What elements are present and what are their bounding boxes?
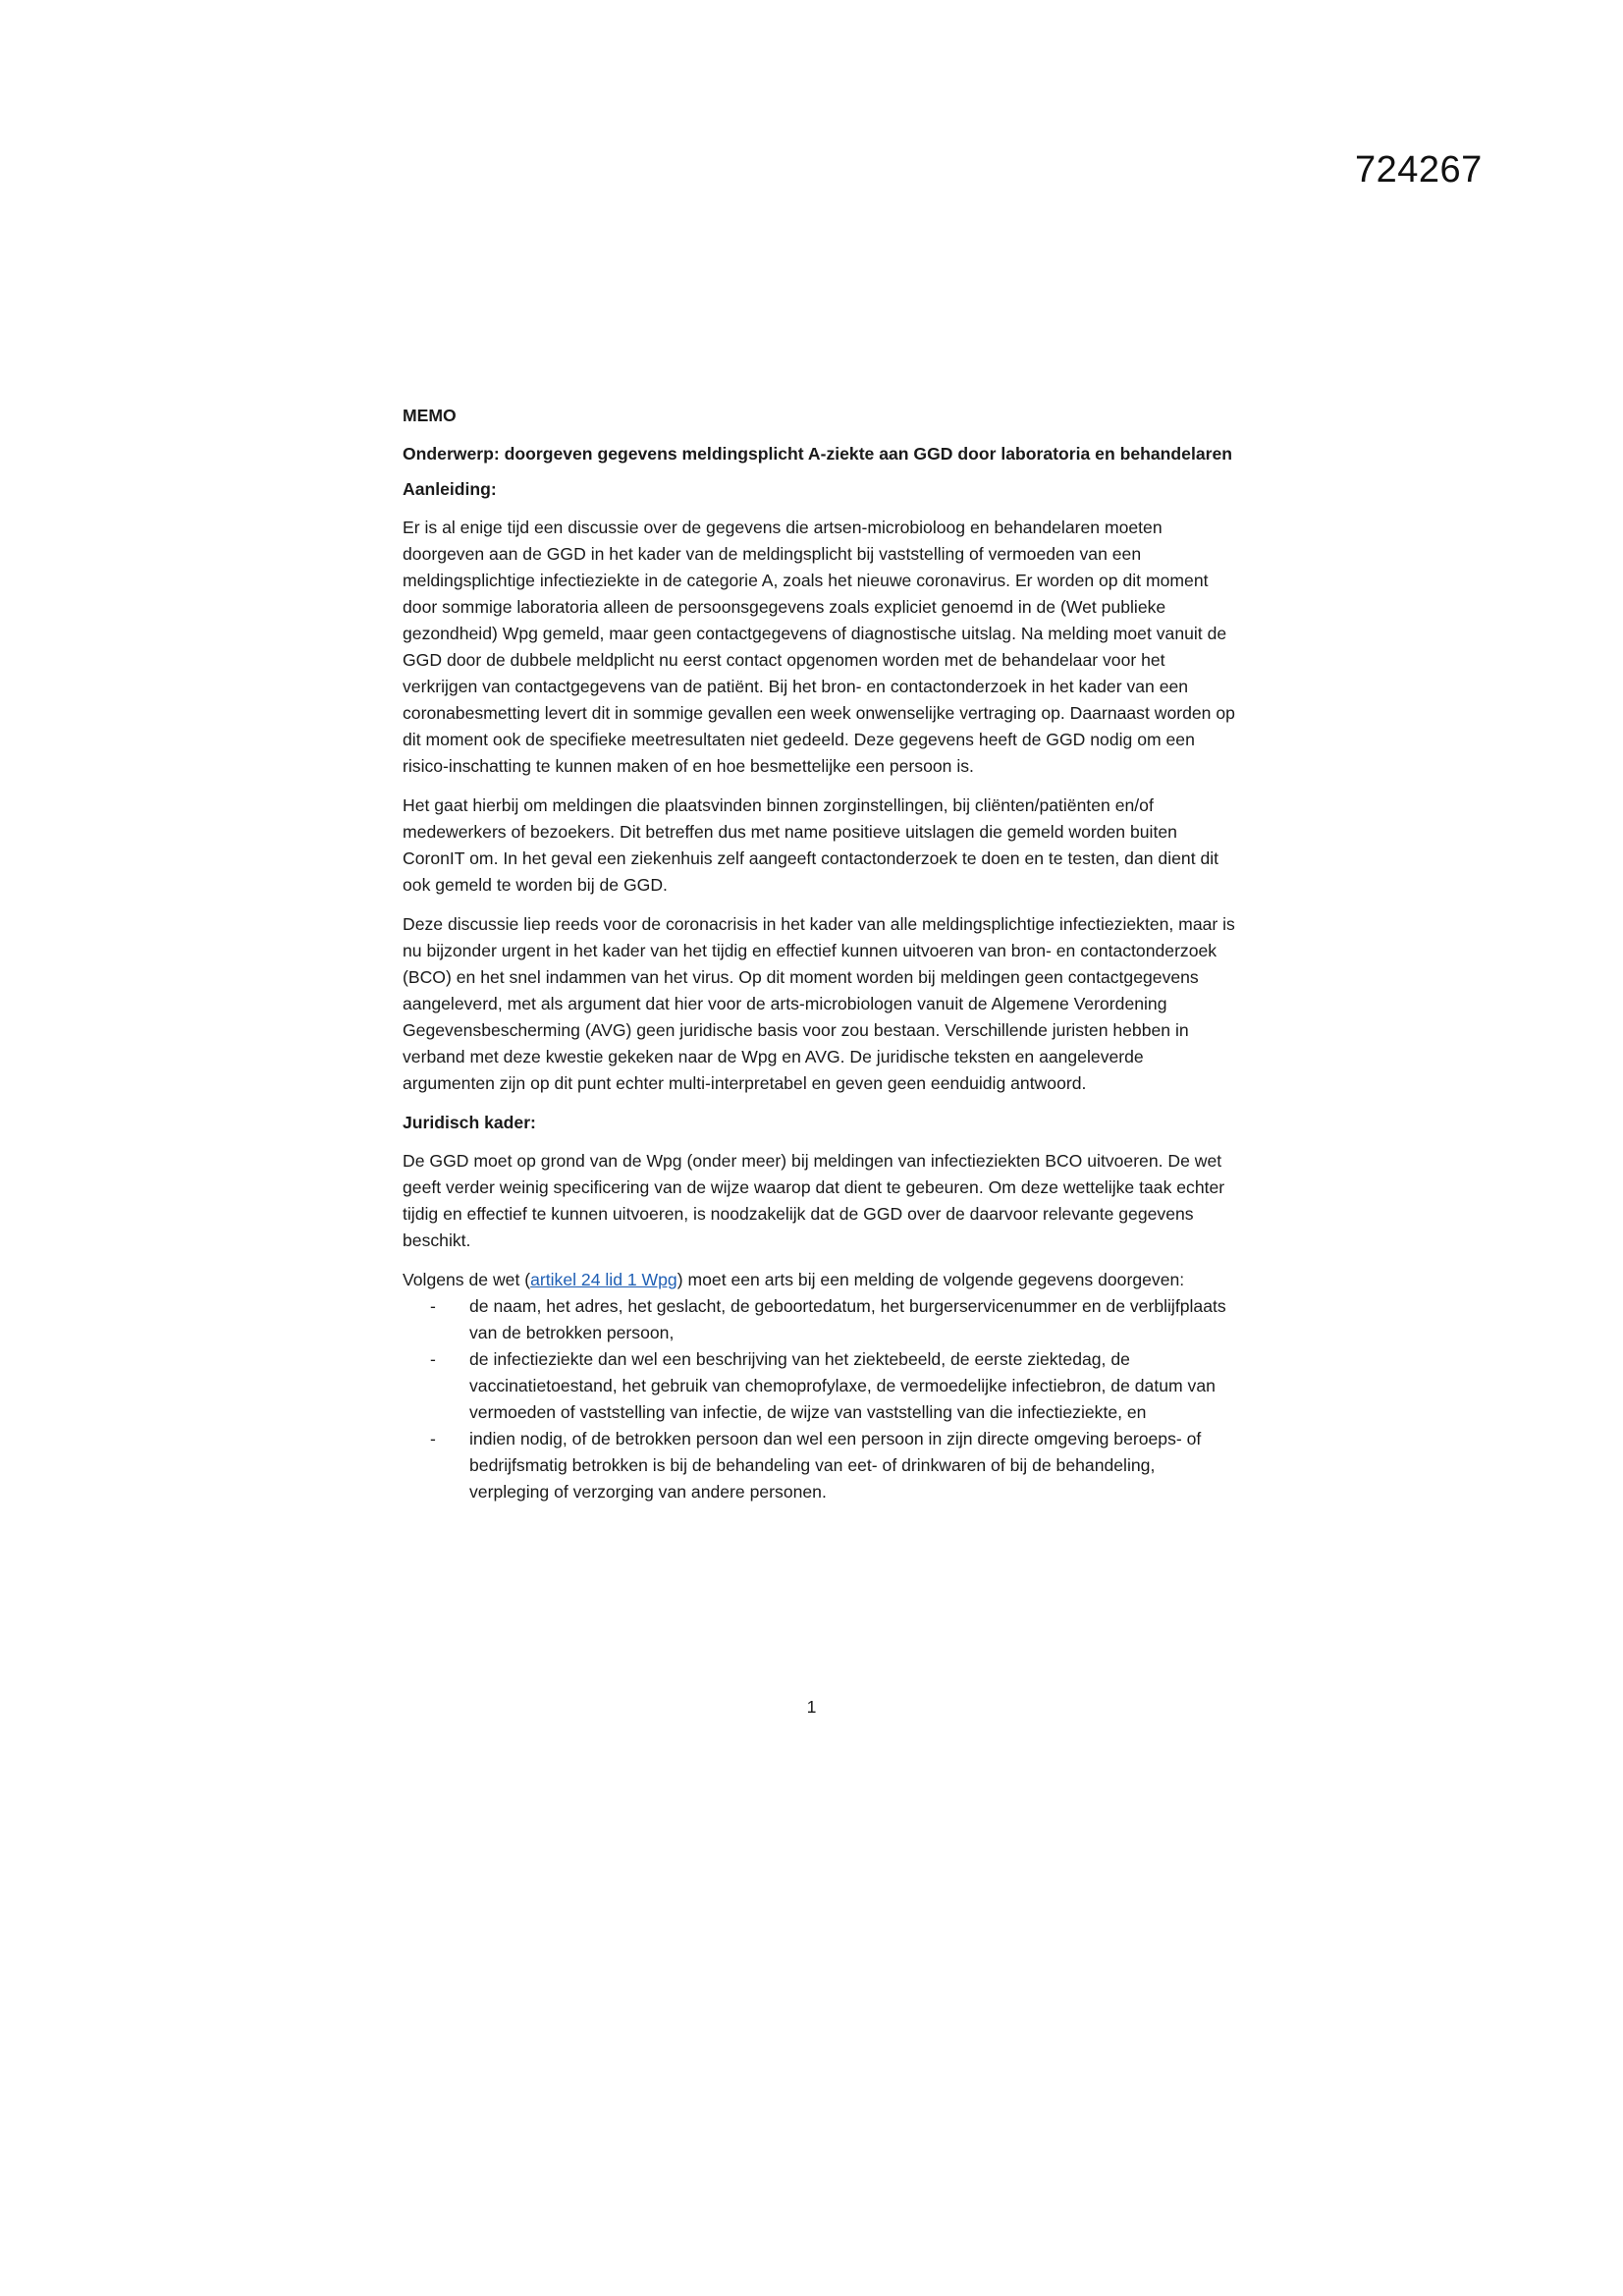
document-number: 724267: [1355, 149, 1483, 191]
paragraph-juridisch-kader: De GGD moet op grond van de Wpg (onder meer) bij meldingen van infectieziekten BCO uitvoeren. De wet geeft verder weinig specificering van de wijze waarop dat dient te gebeuren. Om deze wettelijke taak echter tijdig en effectief te kunnen uitvoeren, is noodzakelijk dat de GGD over de daarvoor relevante gegevens beschikt.: [403, 1151, 1225, 1250]
law-intro-after: ) moet een arts bij een melding de volgende gegevens doorgeven:: [676, 1270, 1185, 1289]
page-number: 1: [806, 1697, 817, 1717]
memo-subject: Onderwerp: doorgeven gegevens meldingsplicht A-ziekte aan GGD door laboratoria en behandelaren: [403, 444, 1232, 464]
list-item: [403, 1293, 1237, 1346]
law-article-link[interactable]: artikel 24 lid 1 Wpg: [530, 1270, 677, 1289]
memo-body: [403, 403, 1237, 1505]
heading-juridisch-kader: Juridisch kader:: [403, 1113, 536, 1132]
memo-title: MEMO: [403, 406, 457, 425]
list-item-text: indien nodig, of de betrokken persoon dan wel een persoon in zijn directe omgeving beroeps- of bedrijfsmatig betrokken is bij de behandeling van eet- of drinkwaren of bij de behandeling, verpleging of verzorging van andere personen.: [469, 1429, 1202, 1502]
paragraph-aanleiding-3: Deze discussie liep reeds voor de coronacrisis in het kader van alle meldingsplichtige infectieziekten, maar is nu bijzonder urgent in het kader van het tijdig en effectief kunnen uitvoeren van bron- en contactonderzoek (BCO) en het snel indammen van het virus. Op dit moment worden bij meldingen geen contactgegevens aangeleverd, met als argument dat hier voor de arts-microbiologen vanuit de Algemene Verordening Gegevensbescherming (AVG) geen juridische basis voor zou bestaan. Verschillende juristen hebben in verband met deze kwestie gekeken naar de Wpg en AVG. De juridische teksten en aangeleverde argumenten zijn op dit punt echter multi-interpretabel en geven geen eenduidig antwoord.: [403, 914, 1235, 1093]
required-data-list: [403, 1293, 1237, 1505]
bullet-dash: -: [430, 1349, 436, 1369]
paragraph-aanleiding-2: Het gaat hierbij om meldingen die plaatsvinden binnen zorginstellingen, bij cliënten/patiënten en/of medewerkers of bezoekers. Dit betreffen dus met name positieve uitslagen die gemeld worden buiten CoronIT om. In het geval een ziekenhuis zelf aangeeft contactonderzoek te doen en te testen, dan dient dit ook gemeld te worden bij de GGD.: [403, 795, 1219, 895]
paragraph-aanleiding-1: Er is al enige tijd een discussie over de gegevens die artsen-microbioloog en behandelaren moeten doorgeven aan de GGD in het kader van de meldingsplicht bij vaststelling of vermoeden van een meldingsplichtige infectieziekte in de categorie A, zoals het nieuwe coronavirus. Er worden op dit moment door sommige laboratoria alleen de persoonsgegevens zoals expliciet genoemd in de (Wet publieke gezondheid) Wpg gemeld, maar geen contactgegevens of diagnostische uitslag. Na melding moet vanuit de GGD door de dubbele meldplicht nu eerst contact opgenomen worden met de behandelaar voor het verkrijgen van contactgegevens van de patiënt. Bij het bron- en contactonderzoek in het kader van een coronabesmetting levert dit in sommige gevallen een week onwenselijke vertraging op. Daarnaast worden op dit moment ook de specifieke meetresultaten niet gedeeld. Deze gegevens heeft de GGD nodig om een risico-inschatting te kunnen maken of en hoe besmettelijke een persoon is.: [403, 518, 1235, 776]
list-item-text: de infectieziekte dan wel een beschrijving van het ziektebeeld, de eerste ziektedag, de vaccinatietoestand, het gebruik van chemoprofylaxe, de vermoedelijke infectiebron, de datum van vermoeden of vaststelling van infectie, de wijze van vaststelling van die infectieziekte, en: [469, 1349, 1216, 1422]
list-item: [403, 1426, 1237, 1505]
law-intro: [403, 1267, 1237, 1293]
heading-aanleiding: Aanleiding:: [403, 479, 497, 499]
list-item-text: de naam, het adres, het geslacht, de geboortedatum, het burgerservicenummer en de verblijfplaats van de betrokken persoon,: [469, 1296, 1226, 1342]
list-item: [403, 1346, 1237, 1426]
bullet-dash: -: [430, 1429, 436, 1449]
bullet-dash: -: [430, 1296, 436, 1316]
law-intro-before: Volgens de wet (: [403, 1270, 531, 1289]
